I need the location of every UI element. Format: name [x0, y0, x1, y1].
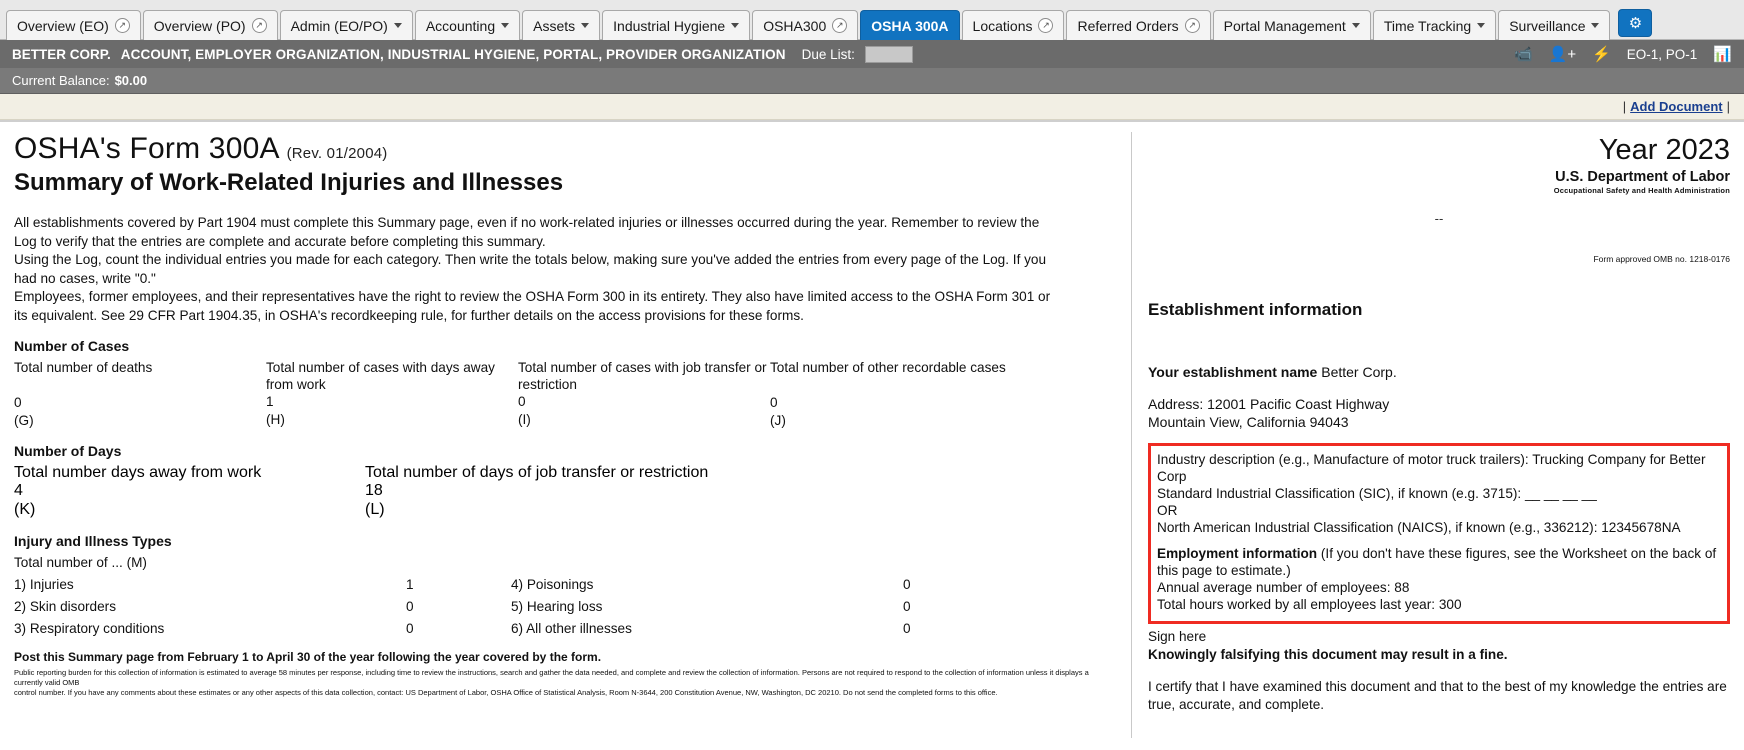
injury-value-left: 0: [406, 621, 414, 636]
address-line-1: [1148, 395, 1730, 413]
public-reporting-burden: [14, 668, 1117, 698]
chevron-down-icon[interactable]: [1591, 23, 1599, 28]
employment-info-row: [1157, 545, 1721, 579]
tab-accounting[interactable]: [415, 10, 520, 40]
form-name: OSHA's Form 300A: [14, 132, 279, 165]
highlighted-industry-employment-box: [1148, 443, 1730, 624]
days-label: Total number days away from work: [14, 464, 262, 481]
table-row: [14, 574, 1117, 596]
tab-assets[interactable]: [522, 10, 600, 40]
toolbar-pipe-left: |: [1622, 99, 1627, 114]
form-title-row: [14, 132, 1117, 197]
chevron-down-icon[interactable]: [581, 23, 589, 28]
tab-industrial-hygiene[interactable]: [602, 10, 750, 40]
tab-label: OSHA300: [763, 17, 827, 34]
cases-letter: (J): [770, 413, 786, 428]
tab-label: Locations: [972, 17, 1033, 34]
cases-cell-other-recordable: [770, 359, 1030, 429]
industry-description: Industry description (e.g., Manufacture of motor truck trailers): Trucking Company for Better Corp: [1157, 452, 1706, 484]
days-label: Total number of days of job transfer or restriction: [365, 464, 709, 481]
address-line-2: Mountain View, California 94043: [1148, 414, 1349, 430]
days-letter: (L): [365, 501, 385, 518]
days-value: 4: [14, 482, 23, 499]
lightning-bolt-icon[interactable]: ⚡: [1592, 45, 1611, 63]
tab-portal-management[interactable]: [1213, 10, 1371, 40]
chevron-down-icon[interactable]: [394, 23, 402, 28]
naics-code: North American Industrial Classification (NAICS), if known (e.g., 336212): 12345678NA: [1157, 520, 1681, 535]
balance-bar: [0, 68, 1744, 94]
cases-label: Total number of deaths: [14, 360, 153, 375]
tab-label: Overview (PO): [153, 17, 246, 34]
chevron-down-icon[interactable]: [501, 23, 509, 28]
cases-value: 0: [770, 395, 778, 410]
form-right-column: [1132, 132, 1730, 738]
employment-note: (If you don't have these figures, see the Worksheet on the back of this page to estimate.): [1157, 546, 1717, 578]
sic-code: Standard Industrial Classification (SIC), if known (e.g. 3715): __ __ __ __: [1157, 486, 1597, 501]
number-of-cases-grid: [14, 359, 1117, 429]
cases-cell-deaths: [14, 359, 266, 429]
injury-label-left: 2) Skin disorders: [14, 599, 116, 614]
intro-line-2: Log to verify that the entries are complete and accurate before completing this summary.: [14, 233, 546, 249]
cases-value: 0: [14, 395, 22, 410]
separator-mark: --: [1434, 211, 1444, 226]
number-of-cases-heading: Number of Cases: [14, 338, 130, 354]
external-link-icon[interactable]: ↗: [252, 18, 267, 33]
cases-letter: (G): [14, 413, 34, 428]
external-link-icon[interactable]: ↗: [115, 18, 130, 33]
post-summary-note: Post this Summary page from February 1 to April 30 of the year following the year covered by the form.: [14, 650, 602, 664]
cases-cell-job-transfer: [518, 359, 770, 429]
injury-types-heading: Injury and Illness Types: [14, 533, 172, 549]
injury-value-right: 0: [903, 577, 911, 592]
video-camera-icon[interactable]: 📹: [1513, 45, 1533, 63]
organization-roles: ACCOUNT, EMPLOYER ORGANIZATION, INDUSTRIAL HYGIENE, PORTAL, PROVIDER ORGANIZATION: [120, 46, 786, 62]
injury-label-right: 6) All other illnesses: [511, 621, 632, 636]
sign-here-block: [1148, 628, 1730, 664]
injury-types-table: [14, 574, 1117, 640]
tab-referred-orders[interactable]: [1066, 10, 1210, 40]
establishment-name-row: [1148, 364, 1730, 380]
external-link-icon[interactable]: ↗: [1185, 18, 1200, 33]
intro-line-4: had no cases, write "0.": [14, 270, 156, 286]
tab-label: Assets: [533, 17, 576, 34]
injury-value-right: 0: [903, 599, 911, 614]
tab-osha-300a[interactable]: [860, 10, 959, 40]
intro-line-5: Employees, former employees, and their representatives have the right to review the OSHA Form 300 in its entirety. They also have limited access to the OSHA Form 301 or: [14, 289, 1051, 304]
establishment-name-label: Your establishment name: [1148, 364, 1318, 380]
organization-name: BETTER CORP.: [12, 46, 111, 62]
form-year: Year 2023: [1598, 134, 1730, 166]
tab-admin-eo-po[interactable]: [280, 10, 413, 40]
days-cell-away: [14, 464, 365, 519]
tab-locations[interactable]: [962, 10, 1065, 40]
add-user-icon[interactable]: 👤+: [1548, 45, 1577, 63]
cases-label: Total number of cases with days away from work: [266, 360, 495, 392]
address-street: 12001 Pacific Coast Highway: [1207, 396, 1390, 412]
bar-chart-icon[interactable]: 📊: [1713, 45, 1732, 63]
tab-label: Time Tracking: [1383, 17, 1472, 34]
cases-cell-days-away: [266, 359, 518, 429]
cases-label: Total number of other recordable cases: [770, 360, 1006, 375]
establishment-heading: Establishment information: [1148, 300, 1363, 319]
cases-letter: (I): [518, 412, 531, 427]
context-bar: [0, 40, 1744, 68]
form-subtitle: Summary of Work-Related Injuries and Illnesses: [14, 169, 564, 196]
omb-number: Form approved OMB no. 1218-0176: [1593, 254, 1730, 264]
form-revision: (Rev. 01/2004): [286, 145, 388, 162]
establishment-name-value: Better Corp.: [1321, 364, 1397, 380]
main-tab-bar: [0, 0, 1744, 40]
days-cell-transfer: [365, 464, 716, 519]
falsify-warning: Knowingly falsifying this document may result in a fine.: [1148, 647, 1508, 662]
fineprint-line-2: control number. If you have any comments about these estimates or any other aspects of this data collection, contact: US Department of Labor, OSHA Office of Statistical Analysis, Room N-3644, 200 Constitution Avenue, NW, Washington, DC 20210. Do not send the completed forms to this office.: [14, 688, 998, 697]
tab-label: Portal Management: [1223, 17, 1346, 34]
cases-label: Total number of cases with job transfer or restriction: [518, 360, 767, 392]
establishment-address: [1148, 395, 1730, 431]
tab-label: Referred Orders: [1077, 17, 1179, 34]
fineprint-line-1: Public reporting burden for this collection of information is estimated to average 58 minutes per response, including time to review the instructions, search and gather the data needed, and complete and review the collection of information. Persons are not required to respond to the collection of information unless it displays a currently valid OMB: [14, 668, 1089, 687]
tab-label: Accounting: [425, 17, 496, 34]
address-label: Address:: [1148, 396, 1204, 412]
tab-label: Overview (EO): [17, 17, 109, 34]
number-of-days-grid: [14, 464, 1117, 519]
days-letter: (K): [14, 501, 36, 518]
chevron-down-icon[interactable]: [1477, 23, 1485, 28]
tab-osha300[interactable]: [752, 10, 858, 40]
sign-here-label: Sign here: [1148, 629, 1207, 644]
gear-icon[interactable]: ⚙: [1618, 9, 1652, 37]
tab-label: Surveillance: [1509, 17, 1586, 34]
employment-heading: Employment information: [1157, 546, 1318, 561]
intro-line-1: All establishments covered by Part 1904 must complete this Summary page, even if no work-related injuries or illnesses occurred during the year. Remember to review the: [14, 215, 1040, 230]
chevron-down-icon[interactable]: [1352, 23, 1360, 28]
tab-overview-eo[interactable]: [6, 10, 141, 40]
intro-line-3: Using the Log, count the individual entries you made for each category. Then write the totals below, making sure you've added the entries from every page of the Log. If you: [14, 252, 1047, 267]
form-intro-text: [14, 215, 1117, 324]
tab-label: Industrial Hygiene: [613, 17, 726, 34]
tab-label: Admin (EO/PO): [290, 17, 388, 34]
cases-value: 1: [266, 394, 274, 409]
document-toolbar: [0, 94, 1744, 120]
certification-text: I certify that I have examined this document and that to the best of my knowledge the entries are true, accurate, and complete.: [1148, 679, 1727, 712]
chevron-down-icon[interactable]: [731, 23, 739, 28]
table-row: [14, 618, 1117, 640]
due-list-label: Due List:: [801, 46, 855, 62]
context-bar-actions: [1514, 47, 1732, 62]
balance-value: $0.00: [114, 73, 148, 88]
tab-label: OSHA 300A: [871, 17, 949, 34]
cases-letter: (H): [266, 412, 285, 427]
injury-value-right: 0: [903, 621, 911, 636]
osha-300a-form: [0, 120, 1744, 738]
agency-label: Occupational Safety and Health Administration: [1553, 186, 1730, 195]
spacer: [1157, 536, 1721, 545]
due-list-input[interactable]: [865, 46, 913, 63]
current-user-label: EO-1, PO-1: [1626, 46, 1698, 62]
cases-value: 0: [518, 394, 526, 409]
table-row: [14, 596, 1117, 618]
add-document-link[interactable]: Add Document: [1630, 99, 1723, 114]
form-left-column: [14, 132, 1132, 738]
external-link-icon[interactable]: ↗: [832, 18, 847, 33]
tab-surveillance[interactable]: [1498, 10, 1610, 40]
toolbar-pipe-right: |: [1726, 99, 1730, 114]
form-title-block: [14, 132, 1117, 197]
injury-value-left: 0: [406, 599, 414, 614]
form-year-block: [1148, 132, 1730, 195]
external-link-icon[interactable]: ↗: [1038, 18, 1053, 33]
total-hours-worked: Total hours worked by all employees last year: 300: [1157, 597, 1462, 612]
intro-line-6: its equivalent. See 29 CFR Part 1904.35, in OSHA's recordkeeping rule, for further details on the access provisions for these forms.: [14, 307, 804, 323]
days-value: 18: [365, 482, 383, 499]
page-title: [14, 132, 1117, 166]
annual-average-employees: Annual average number of employees: 88: [1157, 580, 1410, 595]
injury-label-left: 3) Respiratory conditions: [14, 621, 165, 636]
injury-label-right: 4) Poisonings: [511, 577, 594, 592]
balance-label: Current Balance:: [12, 73, 110, 88]
tab-time-tracking[interactable]: [1373, 10, 1496, 40]
injury-types-subheading: Total number of ... (M): [14, 555, 147, 570]
number-of-days-heading: Number of Days: [14, 443, 122, 459]
injury-label-right: 5) Hearing loss: [511, 599, 603, 614]
department-label: U.S. Department of Labor: [1555, 169, 1730, 185]
injury-value-left: 1: [406, 577, 414, 592]
or-separator: OR: [1157, 503, 1178, 518]
injury-label-left: 1) Injuries: [14, 577, 74, 592]
tab-overview-po[interactable]: [143, 10, 278, 40]
